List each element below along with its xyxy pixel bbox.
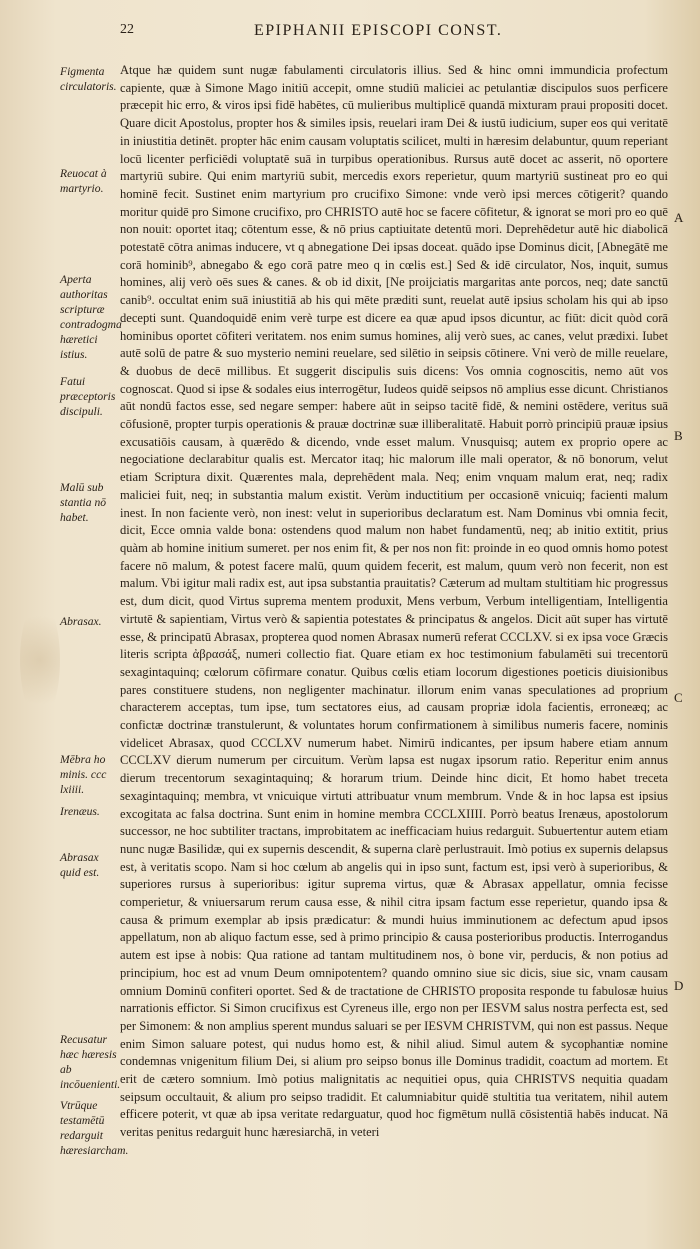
marginal-note: Abrasax quid est. [60,851,100,879]
section-mark: A [674,210,684,225]
marginal-note: Fatui præceptoris discipuli. [60,375,116,418]
marginal-note: Irenæus. [60,805,100,818]
marginal-note: Reuocat à martyrio. [60,167,107,195]
marginal-note: Abrasax. [60,615,102,628]
running-head: EPIPHANII EPISCOPI CONST. [254,22,503,39]
section-mark: C [674,690,683,705]
page-header [84,22,644,44]
marginal-note: Malū sub stantia nō habet. [60,481,107,524]
marginal-note: Figmenta circulatoris. [60,65,117,93]
section-mark: D [674,978,684,993]
page-number: 22 [120,22,134,37]
main-text-column [120,62,668,1182]
marginal-note: Aperta authoritas scripturæ contradogma hæretici istius. [60,273,122,361]
section-mark: B [674,428,683,443]
marginal-note: Recusatur hæc hæresis ab incōuenienti. [60,1033,121,1091]
body-paragraph: Atque hæ quidem sunt nugæ fabulamenti circulatoris illius. Sed & hinc omni immundicia profectum capiente, quæ à Simone Mago initiū accepit, omne studiū maliciei ac petulantiæ discipulos suos perficere præcepit hic erro, & viros ipsi fidē habētes, cū mulieribus multiplicē quandā mixturam praui propositi docet. Quare dicit Apostolus, propter hos & similes ipsis, reuelari iram Dei & iustū iudicium, super eos qui veritatē in iniustitia detinēt. propter hāc enim causam voluptatis scilicet, multi in hæresim delabuntur, quum reperiant locū licenter perficiēdi voluptatē suā in turpibus operationibus. Rursus autē docet ac asserit, nō oportere martyriū subire. Qui enim martyriū subit, mercedis exors reperietur, quum martyriū sustineat pro eo qui hominē fecit. Sustinet enim martyrium pro crucifixo Simone: vnde verò ipsi merces cōtigerit? quando moritur quidē pro Simone crucifixo, pro CHRISTO autē hoc se facere cōfitetur, & ignorat se mori pro eo quē non nouit: oportet itaq; cōtentum esse, & nō prius captiuitate detentū mori. Deprehēdetur autē hic diabolicā potestatē cōtra animas inducere, vt q abnegatione Dei ipsas doceat. quādo ipse Dominus dicit, [Abnegātē me corā hominib⁹, abnegabo & ego corā patre meo q in cœlis est.] Sed & idē circulator, Nos, inquit, sumus homines, alij verò oēs sues & canes. & ob id dixit, [Ne proijciatis margaritas ante porcos, neq; date sanctū canib⁹. occultat enim suā iniustitiā ab his qui mēte præditi sunt, reuelat autē ipsius scholam his qui ab ipso decepti sunt. Quandoquidē enim verè turpe est dicere ea quæ apud ipsos dicuntur, ac fiūt: dicit quòd corā hominibus oportet cōfiteri veritatem. nos enim sumus homines, alij verò sues, ac canes, velut prædixi. Iubet autē solū de patre & suo mysterio nemini reuelare, sed silētio in seipsis cōtinere. Vni verò de mille reuelare, & duobus de decē millibus. Et suggerit discipulis suis dicens: Vos omnia cognoscitis, nemo aūt vos cognoscat. Quod si ipse & sodales eius interrogētur, Iudeos quidē seipsos nō amplius esse dicunt. Christianos aūt nondū factos esse, sed negare semper: habere aūt in seipso tacitē fidē, & nemini ostēdere, veritus suā cōfusionē, propter turpis operationis & prauæ doctrinæ suæ illiberalitatē. Habuit porrò principiū prauæ ipsius excusatiōis causam, à quærēdo & dicendo, vnde esset malum. Vnusquisq; autem ex proprio opere ac negociatione declarabitur qualis est. Mercator itaq; hic malorum ille mali operator, & nō bonorum, velut etiam Scriptura dixit. Quærentes mala, deprehēdent mala. Neq; enim vnquam malum erat, neq; radix maliciei fuit, neq; in substantia malum existit. Verùm inductitium per occasionē vnicuiq; facienti malum inest. In non faciente verò, non inest: velut in superioribus declaratum est. Nam Dominus vbi omnia fecit, dicit, Ecce omnia valde bona: ostendens quod malum non habet fundamentū, neq; ab initio extitit, prius quàm ab homine initium sumeret. per nos enim fit, & per nos non fit: proinde in eo quod omnis homo potest facere nō malum, & potest facere malū, quum quidem fecerit, est malum, quum verò non fecerit, non est malum. Vbi igitur mali radix est, aut ipsa substantia prauitatis? Cæterum ad multam stultitiam hic progressus est, dum dicit, quod Virtus suprema mentem produxit, Mens verbum, Verbum intelligentiam, Intelligentia virtutē & sapientiam, Virtus verò & sapientia potestates & principatus & angelos. Dicit aūt super has virtutē esse, & principatū Abrasax, propterea quod nomen Abrasax numerū referat CCCLXV. si ex ipsa voce Græcis literis scripta ἀβρασάξ, numeri collectio fiat. Quare etiam ex hoc testimonium fabulamēti sui trecentorū sexagintaquinq; cœlorum cōfirmare conatur. Quibus cœlis etiam locorum digestiones poeticis diuisionibus pares constituere studens, non negligenter machinatur. illorum enim vanas speculationes ad proprium characterem acceptas, tum ipse, tum sectatores eius, ad causam propriæ idola facientis, erroneæq; ac confictæ doctrinæ transtulerunt, & voluntates horum confirmationem à similibus numeris facere, nominis videlicet Abrasax, quod CCCLXV numerum habet. Nimirū indicantes, per ipsum habere etiam annum CCCLXV dierum numerum per circuitum. Verùm lapsa est nugax ipsorum ratio. Reperitur enim annus dierum trecentorum sexagintaquinq; & horarum trium. Deinde hinc dicit, Et homo habet treceta sexagintaquinq; membra, vt vnicuique virtuti attribuatur vnum membrum. Vnde & in hoc lapsa est ipsius excogitata ac falsa doctrina. Sunt enim in homine membra CCCLXIIII. Porrò beatus Irenæus, apostolorum successor, ne hoc subtiliter tractans, improbitatem ac inefficaciam huius redarguit. Subuertentur autem etiam nunc nugæ Basilidæ, qui ex supernis descendit, & superna clarè perlustrauit. Imò potius ex supernis delapsus est, à veritatis scopo. Nam si hoc cœlum ab angelis qui in ipso sunt, factum est, ipsi verò à superioribus, & superiores rursus à superioribus: igitur suprema virtus, quæ & Abrasax appellatur, omnia fecisse comperietur, & vniuersarum rerum causa esse, & nihil citra ipsam factum esse reperietur, quando ipsa & causa & primum exemplar ab ipsis prædicatur: & mundi huius imminutionem ac defectum apud ipsos appellatum, non ab aliquo factum esse, sed à primo principio & causa posterioribus productis. Interrogandus autem est ipse à nobis: Qua ratione ad tantam multitudinem nos, ò bone vir, perducis, & non potius ad principium, hoc est ad vnum Deum omnipotentem? quando omnino siue sic dicis, siue sic, vnam causam omnium Dominū confiteri oportet. Sed & de tractatione de CHRISTO proposita responde tu fabulosæ huius narrationis effictor. Si Simon crucifixus est Cyreneus ille, ergo non per IESVM salus nostra perfecta est, sed per Simonem: & non amplius sperent mundus saluari se per IESVM CHRISTVM, qui non est passus. Neque enim Simon saluare potest, qui nudus homo est, & nihil aliud. Simul autem & sycophantiæ nomine condemnas vnigenitum filium Dei, si alium pro seipso bonus ille Dominus tradidit, coactum ad mortem. Et erit de cætero somnium. Imò potius malignitatis ac nequitiei opus, quia CHRISTVS nequitia quadam seipsum occultauit, & alium pro seipso tradidit. Et calumniabitur quidē stultitia tua veritatem, nihil autem efficere poterit, vt quæ ab ipsa veritate redarguatur, quod hoc figmētum nullā cōsistentiā habēs inducat. Nā veritas penitus redarguit hunc hæresiarchā, in veteri [120,63,668,1140]
marginal-note: Mēbra ho minis. ccc lxiiii. [60,753,107,796]
marginal-note: Vtrūque testamētū redarguit hæresiarcham. [60,1099,129,1157]
paper-stain [20,600,60,720]
